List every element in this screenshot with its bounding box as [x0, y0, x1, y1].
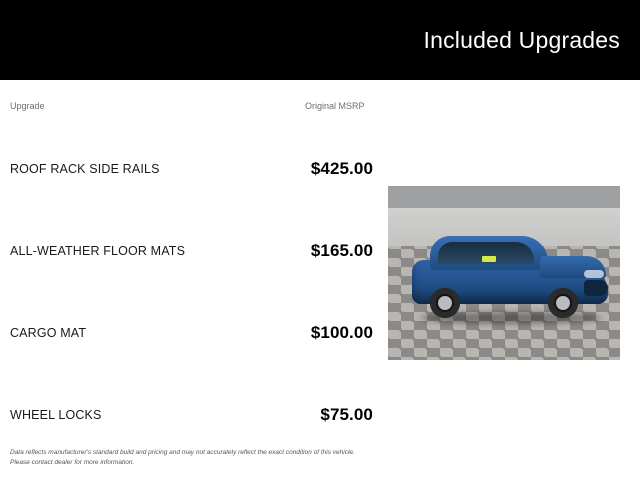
disclaimer-line-1: Data reflects manufacturer's standard build and pricing and may not accurately reflect the exact condition of this vehicle. [10, 448, 355, 456]
upgrade-price: $165.00 [310, 241, 373, 260]
car-headlight [584, 270, 604, 278]
content-sheet [0, 80, 640, 480]
upgrade-name: CARGO MAT [10, 326, 87, 340]
car-front-wheel [548, 288, 578, 318]
suv-illustration [412, 230, 608, 318]
disclaimer [10, 448, 430, 468]
column-header-msrp: Original MSRP [305, 101, 365, 111]
upgrade-name: ALL-WEATHER FLOOR MATS [10, 244, 186, 258]
upgrade-price: $425.00 [310, 159, 373, 178]
upgrades-table [0, 128, 380, 456]
vehicle-photo [388, 186, 620, 360]
wheel-hub [438, 296, 452, 310]
upgrade-name: ROOF RACK SIDE RAILS [10, 162, 160, 176]
upgrade-price: $75.00 [320, 405, 373, 424]
upgrade-price: $100.00 [310, 323, 373, 342]
table-row [0, 374, 380, 456]
page-title: Included Upgrades [423, 26, 620, 53]
table-row [0, 292, 380, 374]
window-sticker [482, 256, 496, 262]
table-row [0, 128, 380, 210]
page-header [0, 0, 640, 80]
showroom-ceiling [388, 186, 620, 208]
table-row [0, 210, 380, 292]
disclaimer-line-2: Please contact dealer for more information. [10, 458, 135, 466]
car-rear-wheel [430, 288, 460, 318]
wheel-hub [556, 296, 570, 310]
upgrade-name: WHEEL LOCKS [10, 408, 102, 422]
car-grille [584, 280, 608, 296]
column-header-upgrade: Upgrade [10, 101, 45, 111]
